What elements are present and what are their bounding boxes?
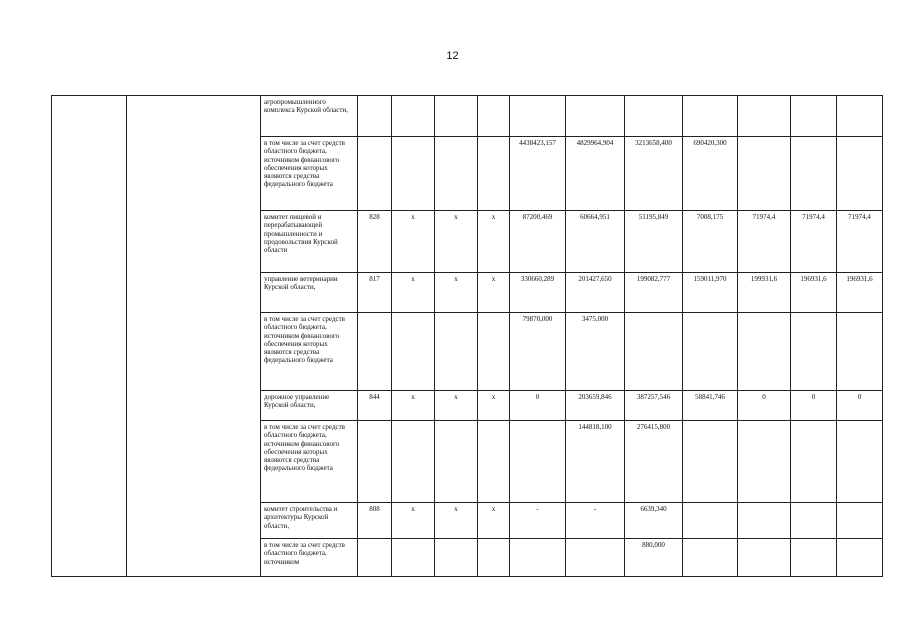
row-x-mark: x [392,211,435,273]
row-value: 4829964,904 [566,137,625,211]
row-value: 60664,951 [566,211,625,273]
row-x-mark [478,313,510,391]
row-value: 3475,000 [566,313,625,391]
row-value [791,421,837,503]
row-value: 330660,289 [510,273,566,313]
row-value: 71974,4 [738,211,791,273]
row-value: 276415,800 [625,421,683,503]
row-value: 159011,970 [683,273,738,313]
row-description: в том числе за счет средств областного бюджета, источником финансового обеспечения которых являются средства федерального бюджета [261,137,358,211]
row-value: 203659,846 [566,391,625,421]
row-code [358,539,392,577]
row-code [358,313,392,391]
row-value: 58841,746 [683,391,738,421]
row-x-mark: x [478,273,510,313]
row-code: 828 [358,211,392,273]
row-description: агропромышленного комплекса Курской области, [261,96,358,137]
row-value [738,137,791,211]
row-value [566,96,625,137]
row-x-mark: x [435,391,478,421]
row-x-mark [392,313,435,391]
row-value [837,539,883,577]
row-value: 199082,777 [625,273,683,313]
row-x-mark [435,96,478,137]
row-x-mark [435,539,478,577]
row-value [738,313,791,391]
row-value: 6639,340 [625,503,683,539]
row-value: 79870,000 [510,313,566,391]
row-value: 7008,175 [683,211,738,273]
row-value [791,313,837,391]
row-value: 0 [738,391,791,421]
table-row [52,96,883,137]
row-value: 3213658,400 [625,137,683,211]
row-value [625,313,683,391]
row-x-mark: x [392,391,435,421]
row-value: 71974,4 [837,211,883,273]
row-value [791,96,837,137]
row-x-mark: x [478,391,510,421]
row-value [837,421,883,503]
row-x-mark [392,137,435,211]
row-x-mark [478,421,510,503]
row-value: 196931,6 [791,273,837,313]
row-x-mark: x [392,503,435,539]
row-value [683,421,738,503]
row-value [683,503,738,539]
row-x-mark [435,421,478,503]
row-code: 817 [358,273,392,313]
row-value [837,503,883,539]
row-value: 0 [791,391,837,421]
page-number: 12 [446,50,459,62]
row-value: 880,000 [625,539,683,577]
row-x-mark [392,421,435,503]
row-description: в том числе за счет средств областного бюджета, источником финансового обеспечения которых являются средства федерального бюджета [261,313,358,391]
row-x-mark: x [392,273,435,313]
row-value [510,539,566,577]
row-x-mark [478,137,510,211]
empty-cell-b [127,96,261,577]
row-x-mark: x [435,211,478,273]
row-x-mark: x [478,503,510,539]
row-description: в том числе за счет средств областного бюджета, источником [261,539,358,577]
empty-cell-a [52,96,127,577]
row-description: комитет строительства и архитектуры Курской области, [261,503,358,539]
row-value: 4438423,157 [510,137,566,211]
row-code: 808 [358,503,392,539]
row-value [738,421,791,503]
row-value: - [510,503,566,539]
row-value: 51195,849 [625,211,683,273]
row-code: 844 [358,391,392,421]
row-value: 690420,300 [683,137,738,211]
row-x-mark: x [435,273,478,313]
row-value [837,96,883,137]
row-value [791,503,837,539]
row-value [791,539,837,577]
row-value [625,96,683,137]
budget-table [51,95,883,577]
row-value: 196931,6 [837,273,883,313]
row-description: управление ветеринарии Курской области, [261,273,358,313]
row-x-mark [478,96,510,137]
row-value [683,539,738,577]
row-code [358,137,392,211]
row-description: дорожное управление Курской области, [261,391,358,421]
row-value: 0 [837,391,883,421]
row-description: в том числе за счет средств областного бюджета, источником финансового обеспечения которых являются средства федерального бюджета [261,421,358,503]
row-value: 201427,650 [566,273,625,313]
row-x-mark [392,539,435,577]
row-value [738,503,791,539]
row-x-mark [435,313,478,391]
row-x-mark [392,96,435,137]
row-value [791,137,837,211]
row-value [510,96,566,137]
row-value: - [566,503,625,539]
row-value: 199931,6 [738,273,791,313]
row-value [566,539,625,577]
row-code [358,96,392,137]
row-value: 71974,4 [791,211,837,273]
row-value: 144818,100 [566,421,625,503]
row-x-mark: x [435,503,478,539]
row-code [358,421,392,503]
row-value [683,313,738,391]
row-value [738,539,791,577]
row-value: 0 [510,391,566,421]
row-value [837,137,883,211]
row-x-mark [435,137,478,211]
row-x-mark: x [478,211,510,273]
row-value [683,96,738,137]
row-value: 387257,546 [625,391,683,421]
row-value [738,96,791,137]
row-x-mark [478,539,510,577]
row-value [510,421,566,503]
row-value: 87200,469 [510,211,566,273]
row-description: комитет пищевой и перерабатывающей промышленности и продовольствия Курской области [261,211,358,273]
row-value [837,313,883,391]
